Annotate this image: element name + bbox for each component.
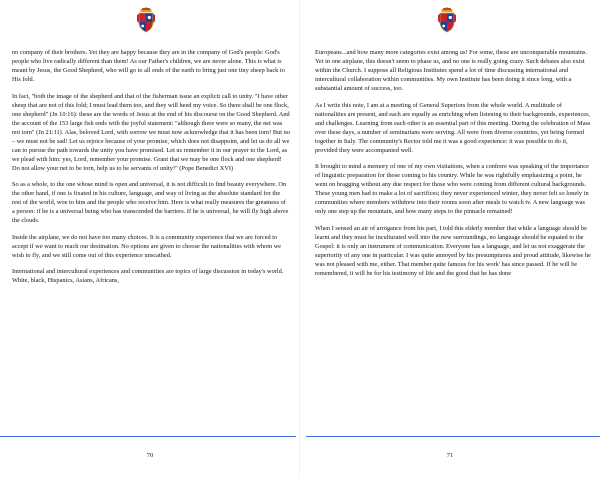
paragraph: Europeans...and how many more categories exist among us! For some, these are unconquerable mountains. Yet in one airplane, this doesn't seem to phase us, and no one is really going crazy. Such debates also exist within the Church. I suppose all Religious Institutes spend a lot of time discussing international and intercultural collaboration within communities. My own Institute has been doing it since long, with a substantial amount of success, too.	[315, 49, 588, 92]
right-page-text	[315, 48, 591, 285]
paragraph: It brought to mind a memory of one of my own visitations, when a confrere was speaking of the importance of linguistic preparation for those coming to his country. While he was rightfully emphasizing a point, he went on bragging without any due respect for those who were coming from different cultural backgrounds. These young men had to make a lot of sacrifices; they never experienced winter, they never felt so lonely in communities where members withdrew into their rooms soon after meals to watch tv. A new language was only one step up the mountain, and how many steps to the pinnacle remained!	[315, 163, 589, 215]
paragraph: So as a whole, to the one whose mind is open and universal, it is not difficult to find beauty everywhere. On the other hand, if one is fixated in his culture, language, and way of living as the absolute standard for the rest of the world, woe to him and the people who receive him. Here is what really measures the greatness of a person: if he is a universal being who has transcended the barriers. If he is universal, he will fly high above the clouds.	[12, 181, 289, 224]
paragraph: Inside the airplane, we do not have too many choices. It is a community experience that we are forced to accept if we want to reach our destination. No options are given to choose the nationalities with whom we wish to fly, and we still come out of this experience unscathed.	[12, 233, 282, 259]
page-number: 70	[146, 452, 154, 459]
paragraph: International and intercultural experiences and communities are topics of large discussion in today's world. White, black, Hispanics, Asians, Africans,	[12, 268, 284, 284]
footer-rule	[0, 436, 296, 437]
left-page-text	[12, 48, 290, 293]
footer-rule	[306, 436, 600, 437]
coat-of-arms-icon	[136, 7, 156, 33]
paragraph: When I sensed an air of arrogance from his part, I told this elderly member that while a language should be learnt and they must be inculturated well into the new surroundings, no language should be equated to the Gospel: it is only an instrument of communication. Everyone has a language, and let us not exaggerate the superiority of any one in particular. I was quite annoyed by his presumptuous and proud attitude, likewise he was not pleased with me, either. That member quite famous for his work' has since passed. If he will be remembered, it will be for his testimony of life and the good that he has done	[315, 224, 591, 277]
paragraph: no company of their brothers. Yet they are happy because they are in the company of God's people: God's people who live radically different than them! As our Father's children, we are never alone. This is what is meant by Jesus, the Good Shepherd, who will go to all ends of the earth to bring just one tiny sheep back to His fold.	[12, 49, 285, 83]
right-page	[300, 0, 600, 478]
page-number: 71	[446, 452, 454, 459]
paragraph: In fact, "both the image of the shepherd and that of the fisherman issue an explicit call to unity. "I have other sheep that are not of this fold; I must lead them too, and they will heed my voice. So there shall be one flock, one shepherd" (Jn 10:16): these are the words of Jesus at the end of his discourse on the Good Shepherd. And the account of the 153 large fish ends with the joyful statement: "although there were so many, the net was not torn" (Jn 21:11). Alas, beloved Lord, with sorrow we must now acknowledge that it has been torn! But no – we must not be sad! Let us rejoice because of your promise, which does not disappoint, and let us do all we can to pursue the path towards the unity you have promised. Let us remember it in our prayer to the Lord, as we plead with him: yes, Lord, remember your promise. Grant that we may be one flock and one shepherd! Do not allow your net to be torn, help us to be servants of unity!" (Pope Benedict XVI)	[12, 92, 290, 172]
paragraph: As I write this note, I am at a meeting of General Superiors from the whole world. A multitude of nationalities are present, and each are equally as enriching when listening to their backgrounds, experiences, and challenges. Learning from each other is an essential part of this meeting. During the celebration of Mass over these days, a number of seminarians were serving. All were from diverse countries, yet being formed together in Italy. The community's Rector told me it was a good experience: it was possible to do it, provided they were accompanied well.	[315, 101, 591, 154]
coat-of-arms-icon	[437, 7, 457, 33]
